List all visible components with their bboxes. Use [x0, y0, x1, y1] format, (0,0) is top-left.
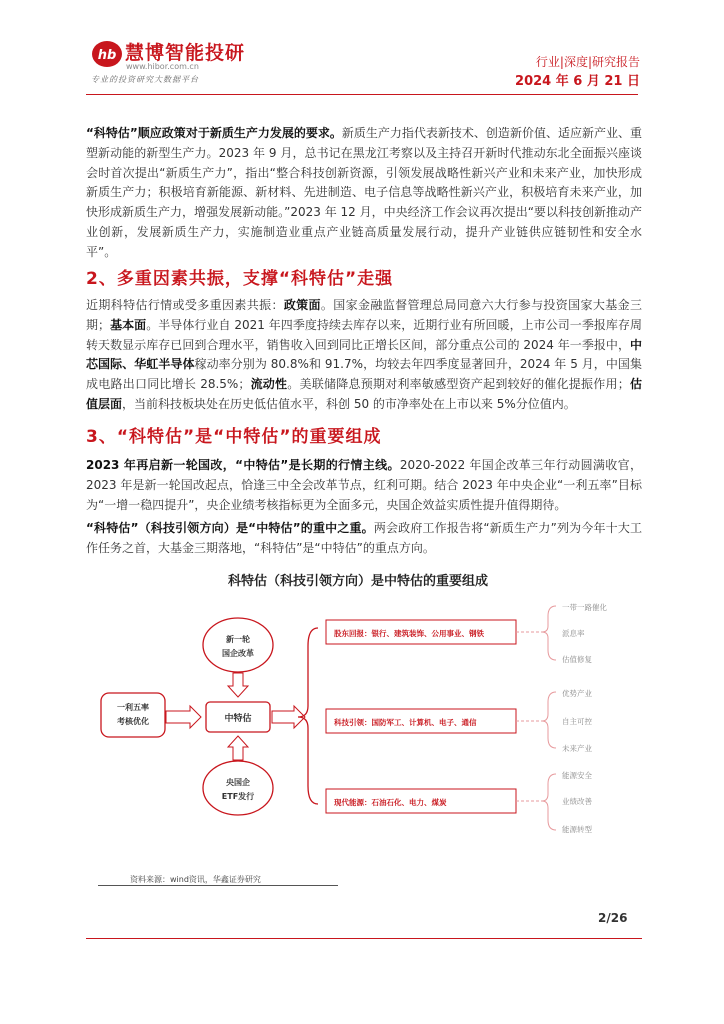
item-label: 估值修复: [562, 655, 592, 664]
paragraph-tech-priority: [86, 519, 642, 559]
item-label: 派息率: [562, 629, 585, 638]
top-circle-line-2: 国企改革: [222, 649, 254, 658]
page-number: 2/26: [598, 911, 628, 925]
brand-logo-icon: [91, 40, 123, 68]
section-heading-3: 3、“科特估”是“中特估”的重要组成: [86, 427, 382, 447]
brand-slogan: 专业的投资研究大数据平台: [91, 75, 199, 84]
figure-source: 资料来源：wind资讯，华鑫证券研究: [130, 875, 261, 884]
item-label: 未来产业: [562, 744, 592, 753]
arrow-bottom-to-center: [228, 736, 248, 760]
diagram-title: 科特估（科技引领方向）是中特估的重要组成: [227, 574, 489, 589]
paragraph-text: 新质生产力指代表新技术、创造新价值、适应新产业、重塑新动能的新型生产力。2023 年 9 月，总书记在黑龙江考察以及主持召开新时代推动东北全面振兴座谈会时首次提出“新质生产力”，指出“整合科技创新资源，引领发展战略性新兴产业和未来产业，加快形成新质生产力；积极培育新能源、新材料、先进制造、电子信息等战略性新兴产业，积极培育未来产业，加快形成新质生产力，增强发展新动能。”2023 年 12 月，中央经济工作会议再次提出“要以科技创新推动产业创新，发展新质生产力，实施制造业重点产业链高质量发展行动，提升产业链供应链韧性和安全水平”。: [86, 126, 642, 259]
paragraph-new-productivity: [86, 124, 642, 263]
item-label: 优势产业: [562, 689, 592, 698]
keyword-valuation: 估值层面: [86, 377, 642, 411]
footer-divider: [86, 938, 642, 939]
item-label: 能源安全: [562, 771, 592, 780]
paragraph-text: 。美联储降息预期对利率敏感型资产起到较好的催化提振作用；: [287, 377, 630, 392]
source-underline: [98, 885, 338, 886]
branch-label-1: 股东回报：银行、建筑装饰、公用事业、钢铁: [334, 629, 484, 638]
brand-name: 慧博智能投研: [125, 42, 246, 64]
branch-label-3: 现代能源：石油石化、电力、煤炭: [334, 798, 447, 807]
bottom-circle-line-1: 央国企: [226, 778, 250, 787]
paragraph-text: 稼动率分别为 80.8%和 91.7%，均较去年四季度显著回升，2024 年 5 月，中国集成电路出口同比增长 28.5%；: [86, 357, 642, 392]
keyword-fundamentals: 基本面: [110, 317, 147, 332]
paragraph-text: 近期科特估行情或受多重因素共振：: [86, 298, 284, 312]
paragraph-lead: 2023 年再启新一轮国改，“中特估”是长期的行情主线。: [86, 458, 400, 472]
brand-url: www.hibor.com.cn: [126, 62, 199, 71]
paragraph-multi-factors: [86, 296, 642, 415]
top-circle-line-1: 新一轮: [226, 635, 250, 644]
item-label: 自主可控: [562, 717, 592, 726]
relationship-diagram: [86, 566, 646, 866]
item-label: 一带一路催化: [562, 603, 607, 612]
item-bracket-1: [542, 606, 556, 660]
keyword-companies: 中芯国际、华虹半导体: [86, 337, 642, 372]
paragraph-lead: “科特估”顺应政策对于新质生产力发展的要求。: [86, 126, 342, 140]
paragraph-lead: “科特估”（科技引领方向）是“中特估”的重中之重。: [86, 521, 374, 535]
bottom-circle: [203, 761, 273, 815]
center-label: 中特估: [224, 714, 252, 724]
top-circle: [203, 618, 273, 672]
report-category: 行业|深度|研究报告: [535, 55, 640, 69]
keyword-policy: 政策面: [283, 298, 321, 312]
item-label: 能源转型: [562, 825, 592, 834]
report-date: 2024 年 6 月 21 日: [515, 74, 640, 89]
paragraph-text: 2020-2022 年国企改革三年行动圆满收官，2023 年是新一轮国改起点，恰逢三中全会改革节点，红利可期。结合 2023 年中央企业“一利五率”目标为“一增一稳四提升”，央企业绩考核指标更为全面多元，央国企效益实质性提升值得期待。: [86, 458, 642, 512]
svg-text:hb: hb: [97, 48, 117, 63]
keyword-liquidity: 流动性: [250, 377, 288, 392]
branch-label-2: 科技引领：国防军工、计算机、电子、通信: [334, 718, 477, 727]
paragraph-text: 。半导体行业自 2021 年四季度持续去库存以来，近期行业有所回暖，上市公司一季报库存周转天数显示库存已回到合理水平，销售收入回到同比正增长区间，部分重点公司的 2024 年一季报中，: [86, 317, 642, 352]
left-box: [101, 693, 165, 737]
paragraph-text: ，当前科技板块处在历史低估值水平，科创 50 的市净率处在上市以来 5%分位值内。: [122, 396, 576, 411]
left-box-line-1: 一利五率: [117, 703, 149, 712]
item-bracket-3: [542, 774, 556, 830]
arrow-left-to-center: [166, 706, 201, 728]
paragraph-text: 。国家金融监督管理总局同意六大行参与投资国家大基金三期；: [86, 298, 642, 332]
bottom-circle-line-2: ETF发行: [221, 792, 255, 801]
header-divider: [86, 94, 638, 95]
section-heading-2: 2、多重因素共振，支撑“科特估”走强: [86, 269, 394, 289]
paragraph-soe-reform: [86, 456, 642, 515]
arrow-top-to-center: [228, 673, 248, 697]
paragraph-text: 两会政府工作报告将“新质生产力”列为今年十大工作任务之首，大基金三期落地，“科特估”是“中特估”的重点方向。: [86, 521, 642, 555]
left-box-line-2: 考核优化: [117, 717, 149, 726]
item-label: 业绩改善: [562, 797, 592, 806]
item-bracket-2: [542, 692, 556, 748]
